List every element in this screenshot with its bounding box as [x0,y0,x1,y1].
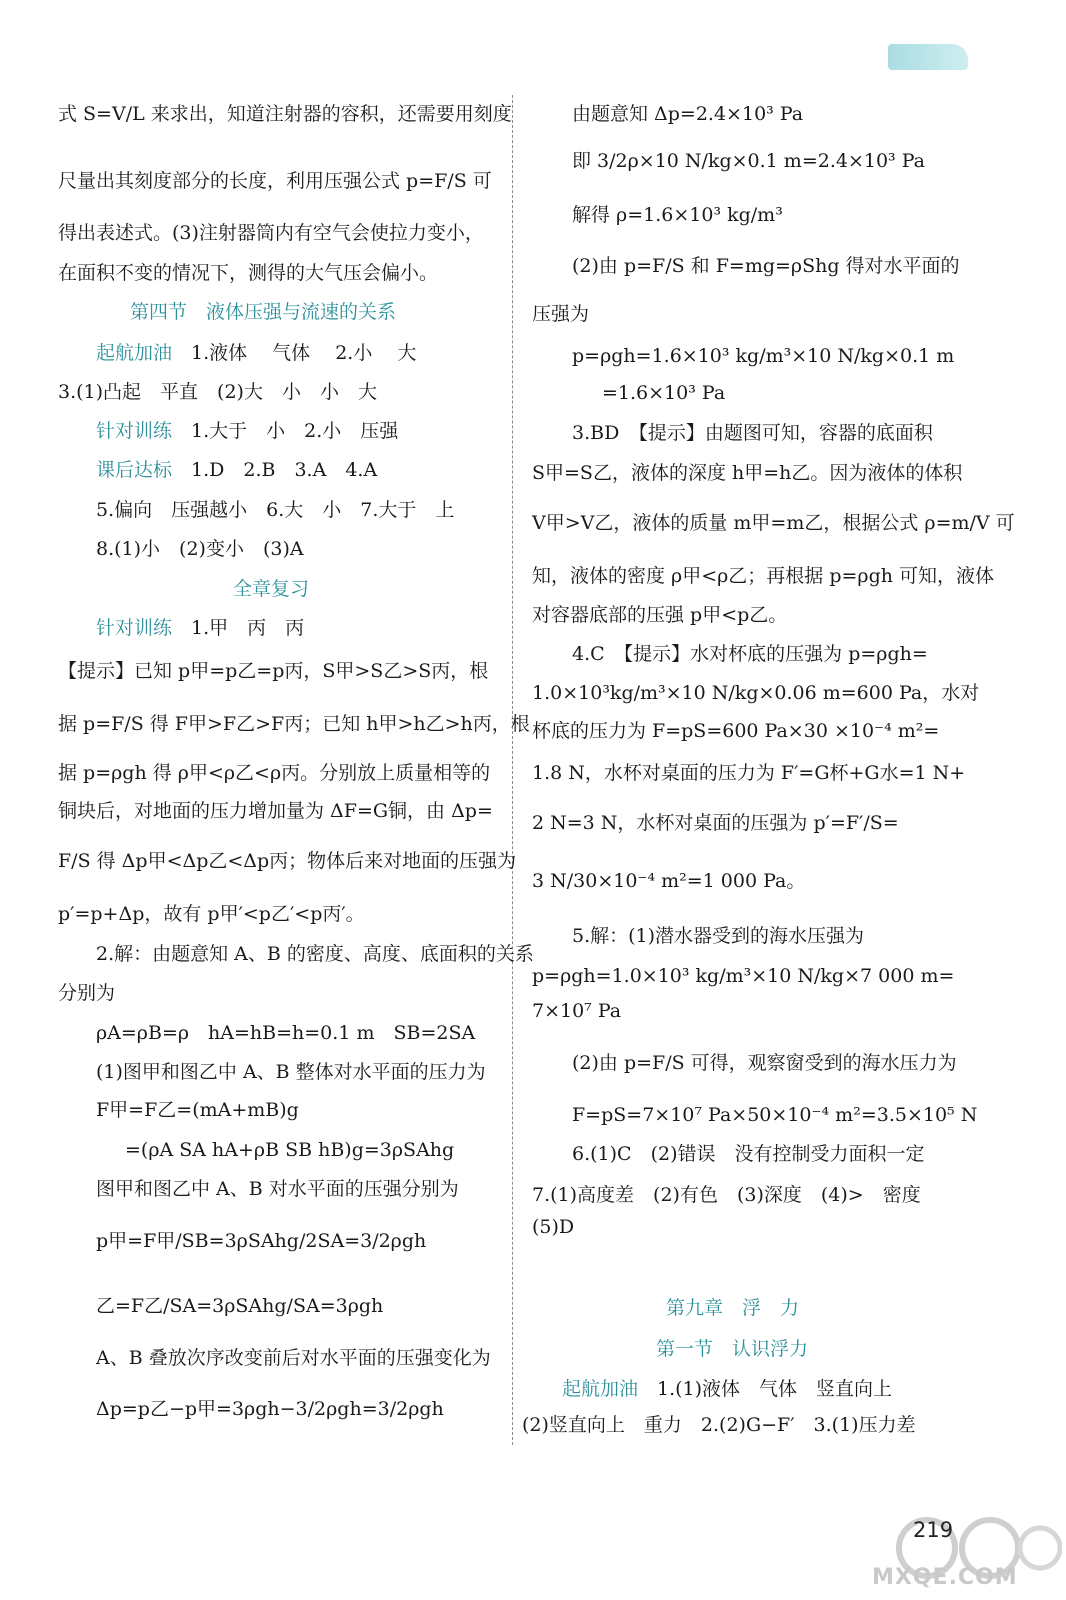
text-line: Δp=p乙−p甲=3ρgh−3/2ρgh=3/2ρgh [96,1398,444,1420]
exercise-line [96,617,304,640]
text-line: (2)由 p=F/S 和 F=mg=ρShg 得对水平面的 [572,255,960,277]
text-line: 图甲和图乙中 A、B 对水平面的压强分别为 [96,1178,459,1200]
text-line: F=pS=7×10⁷ Pa×50×10⁻⁴ m²=3.5×10⁵ N [572,1104,978,1126]
text-line: 8.(1)小 (2)变小 (3)A [96,538,304,560]
text-line: A、B 叠放次序改变前后对水平面的压强变化为 [96,1347,491,1369]
text-line: 5.解：(1)潜水器受到的海水压强为 [572,925,865,947]
text-line: S甲=S乙，液体的深度 h甲=h乙。因为液体的体积 [532,462,963,484]
exercise-line [562,1378,892,1401]
text-line: p=ρgh=1.0×10³ kg/m³×10 N/kg×7 000 m= [532,965,955,987]
text-line: (5)D [532,1216,575,1238]
section-heading: 全章复习 [233,578,310,600]
section-heading: 第一节 认识浮力 [656,1338,809,1360]
exercise-line [96,459,377,482]
text-line: 3 N/30×10⁻⁴ m²=1 000 Pa。 [532,870,806,892]
text-line: p甲=F甲/SB=3ρSAhg/2SA=3/2ρgh [96,1230,427,1252]
answer-text: 1.甲 丙 丙 [172,617,305,639]
text-line: 3.BD 【提示】由题图可知，容器的底面积 [572,422,933,444]
text-line: F/S 得 Δp甲<Δp乙<Δp丙；物体后来对地面的压强为 [58,850,517,872]
text-line: 乙=F乙/SA=3ρSAhg/SA=3ρgh [96,1295,384,1317]
text-line: 在面积不变的情况下，测得的大气压会偏小。 [58,262,439,284]
text-line: 即 3/2ρ×10 N/kg×0.1 m=2.4×10³ Pa [572,150,925,172]
text-line: 2.解：由题意知 A、B 的密度、高度、底面积的关系 [96,943,534,965]
exercise-tag: 课后达标 [96,459,173,481]
text-line: p=ρgh=1.6×10³ kg/m³×10 N/kg×0.1 m [572,345,955,367]
answer-text: 1.大于 小 2.小 压强 [172,420,399,442]
text-line: 杯底的压力为 F=pS=600 Pa×30 ×10⁻⁴ m²= [532,720,940,742]
section-heading: 第四节 液体压强与流速的关系 [130,301,397,323]
text-line: 据 p=ρgh 得 ρ甲<ρ乙<ρ丙。分别放上质量相等的 [58,762,491,784]
exercise-tag: 起航加油 [562,1378,639,1400]
text-line: 1.0×10³kg/m³×10 N/kg×0.06 m=600 Pa，水对 [532,682,980,704]
text-line: V甲>V乙，液体的质量 m甲=m乙，根据公式 ρ=m/V 可 [532,512,1015,534]
text-line: =1.6×10³ Pa [602,382,726,404]
text-line: 对容器底部的压强 p甲<p乙。 [532,604,788,626]
text-line: 6.(1)C (2)错误 没有控制受力面积一定 [572,1143,925,1165]
text-line: 2 N=3 N，水杯对桌面的压强为 p′=F′/S= [532,812,899,834]
answer-text: 1.(1)液体 气体 竖直向上 [638,1378,893,1400]
page-number: 219 [913,1518,954,1542]
exercise-line [96,420,398,443]
text-line: 尺量出其刻度部分的长度，利用压强公式 p=F/S 可 [58,170,492,192]
text-line: (2)由 p=F/S 可得，观察窗受到的海水压力为 [572,1052,957,1074]
text-line: ρA=ρB=ρ hA=hB=h=0.1 m SB=2SA [96,1022,476,1044]
text-line: 分别为 [58,982,116,1004]
text-line: 得出表述式。(3)注射器筒内有空气会使拉力变小， [58,222,484,244]
text-line: 式 S=V/L 来求出，知道注射器的容积，还需要用刻度 [58,103,512,125]
text-line: 铜块后，对地面的压力增加量为 ΔF=G铜，由 Δp= [58,800,493,822]
answer-text: 1.液体 气体 2.小 大 [172,342,417,364]
watermark-text: MXQE.COM [872,1565,1018,1590]
header-decoration [888,44,968,70]
text-line: F甲=F乙=(mA+mB)g [96,1099,299,1121]
text-line: 3.(1)凸起 平直 (2)大 小 小 大 [58,381,377,403]
text-line: 【提示】已知 p甲=p乙=p丙，S甲>S乙>S丙，根 [58,660,489,682]
exercise-line [96,342,416,365]
text-line: p′=p+Δp，故有 p甲′<p乙′<p丙′。 [58,903,365,925]
text-line: 压强为 [532,303,590,325]
text-line: (2)竖直向上 重力 2.(2)G−F′ 3.(1)压力差 [522,1414,916,1436]
exercise-tag: 针对训练 [96,617,173,639]
text-line: =(ρA SA hA+ρB SB hB)g=3ρSAhg [125,1139,455,1161]
text-line: 由题意知 Δp=2.4×10³ Pa [572,103,804,125]
answer-text: 1.D 2.B 3.A 4.A [172,459,378,481]
text-line: 7.(1)高度差 (2)有色 (3)深度 (4)> 密度 [532,1184,921,1206]
text-line: 5.偏向 压强越小 6.大 小 7.大于 上 [96,499,455,521]
text-line: 4.C 【提示】水对杯底的压强为 p=ρgh= [572,643,928,665]
exercise-tag: 针对训练 [96,420,173,442]
text-line: (1)图甲和图乙中 A、B 整体对水平面的压力为 [96,1061,486,1083]
chapter-heading: 第九章 浮 力 [666,1297,800,1319]
column-divider [512,95,513,1445]
text-line: 知，液体的密度 ρ甲<ρ乙；再根据 p=ρgh 可知，液体 [532,565,995,587]
text-line: 解得 ρ=1.6×10³ kg/m³ [572,204,783,226]
exercise-tag: 起航加油 [96,342,173,364]
text-line: 7×10⁷ Pa [532,1000,622,1022]
text-line: 1.8 N，水杯对桌面的压力为 F′=G杯+G水=1 N+ [532,762,966,784]
text-line: 据 p=F/S 得 F甲>F乙>F丙；已知 h甲>h乙>h丙，根 [58,713,530,735]
